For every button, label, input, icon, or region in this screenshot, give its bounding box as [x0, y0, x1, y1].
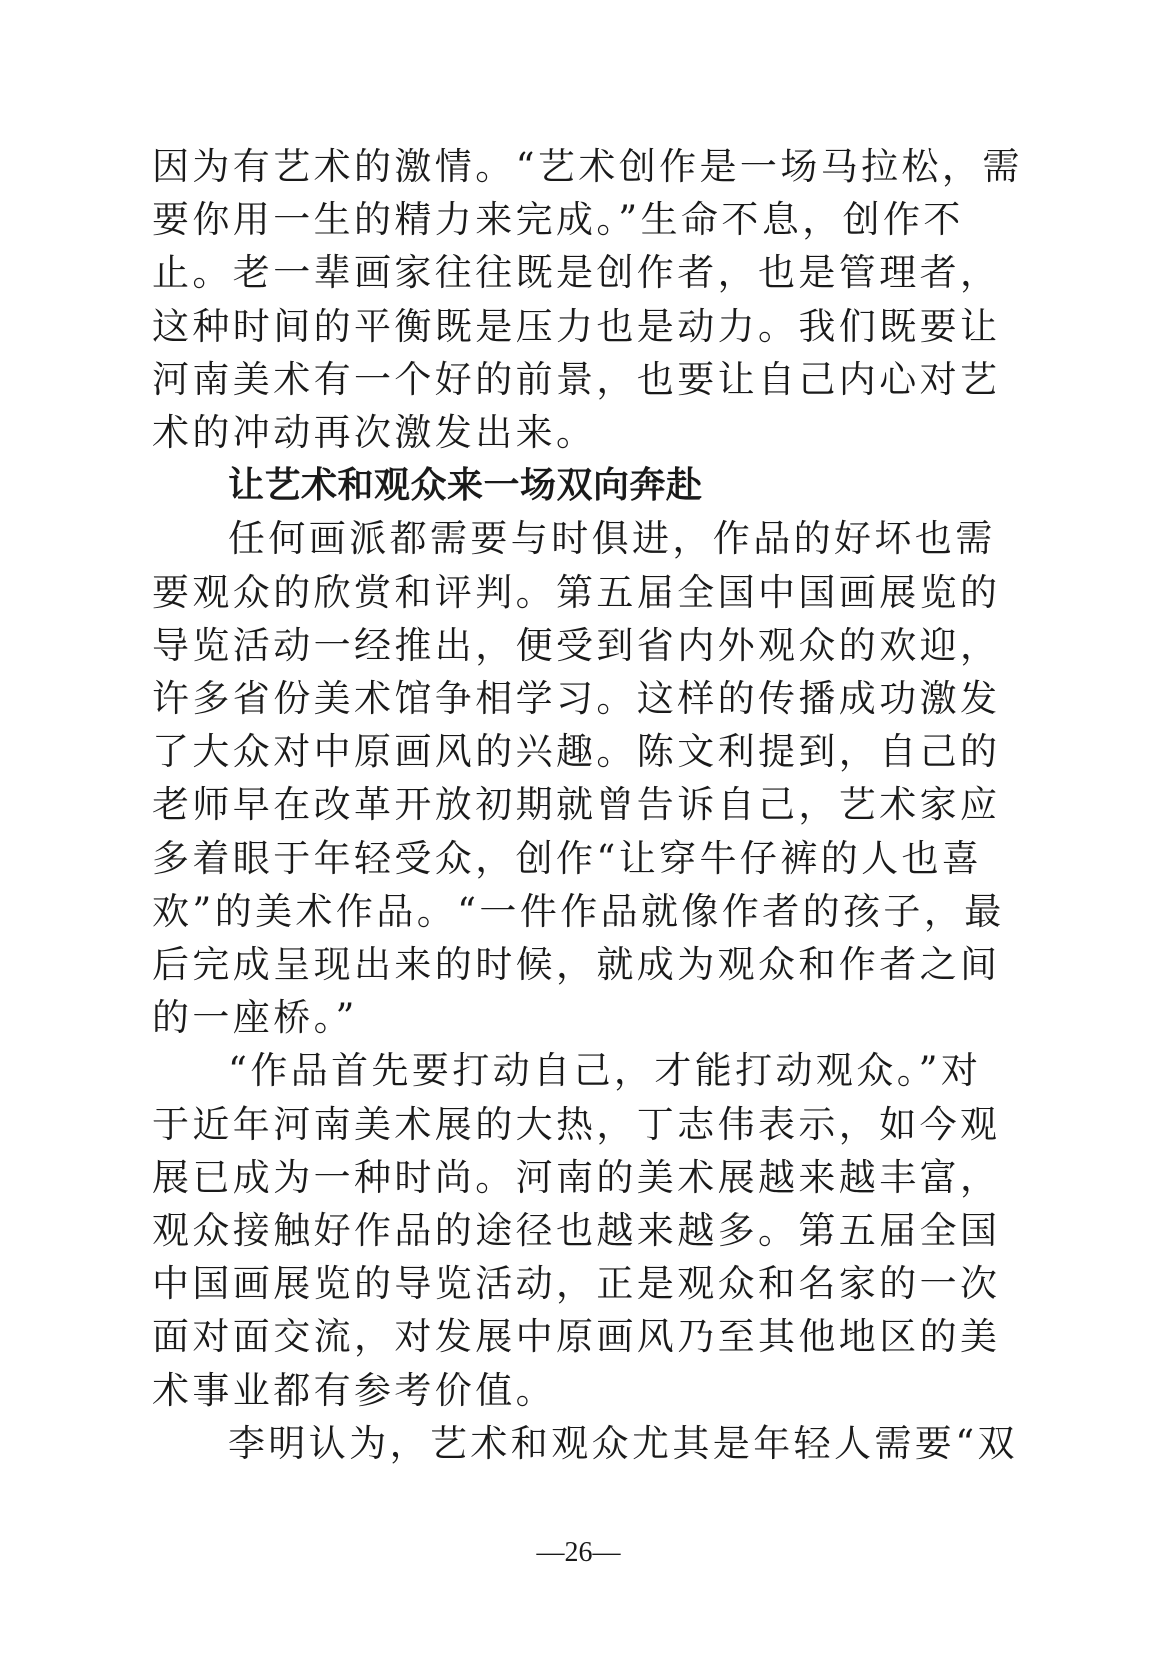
text-line: 中国画展览的导览活动，正是观众和名家的一次 — [152, 1262, 1001, 1306]
text-line: 术的冲动再次激发出来。 — [152, 411, 597, 454]
page-number: —26— — [536, 1537, 621, 1568]
text-line: 许多省份美术馆争相学习。这样的传播成功激发 — [152, 677, 1001, 720]
text-line: 后完成呈现出来的时候，就成为观众和作者之间 — [152, 943, 1001, 986]
text-line: 河南美术有一个好的前景，也要让自己内心对艺 — [152, 357, 1001, 401]
text-line: 任何画派都需要与时俱进，作品的好坏也需 — [228, 517, 996, 561]
text-line: 术事业都有参考价值。 — [152, 1368, 556, 1412]
text-line: 了大众对中原画风的兴趣。陈文利提到，自己的 — [152, 730, 1001, 774]
section-heading: 让艺术和观众来一场双向奔赴 — [228, 465, 703, 507]
text-line: 多着眼于年轻受众，创作“让穿牛仔裤的人也喜 — [152, 836, 983, 880]
text-line: 老师早在改革开放初期就曾告诉自己，艺术家应 — [152, 783, 1001, 827]
text-line: 于近年河南美术展的大热，丁志伟表示，如今观 — [152, 1102, 1001, 1146]
text-line: 李明认为，艺术和观众尤其是年轻人需要“双 — [228, 1421, 1018, 1465]
text-line: 的一座桥。” — [152, 996, 358, 1040]
text-line: 这种时间的平衡既是压力也是动力。我们既要让 — [152, 304, 1001, 348]
text-line: 导览活动一经推出，便受到省内外观众的欢迎， — [152, 623, 1001, 667]
text-line: 要观众的欣赏和评判。第五届全国中国画展览的 — [152, 570, 1001, 614]
text-line: 因为有艺术的激情。“艺术创作是一场马拉松，需 — [152, 145, 1023, 188]
text-line: 展已成为一种时尚。河南的美术展越来越丰富， — [152, 1155, 1001, 1199]
text-line: 要你用一生的精力来完成。”生命不息，创作不 — [152, 198, 964, 242]
text-line: 欢”的美术作品。“一件作品就像作者的孩子，最 — [152, 889, 1005, 933]
text-line: 止。老一辈画家往往既是创作者，也是管理者， — [152, 251, 1001, 295]
text-line: 观众接触好作品的途径也越来越多。第五届全国 — [152, 1209, 1001, 1252]
text-line: 面对面交流，对发展中原画风乃至其他地区的美 — [152, 1315, 1001, 1359]
text-line: “作品首先要打动自己，才能打动观众。”对 — [228, 1049, 982, 1093]
